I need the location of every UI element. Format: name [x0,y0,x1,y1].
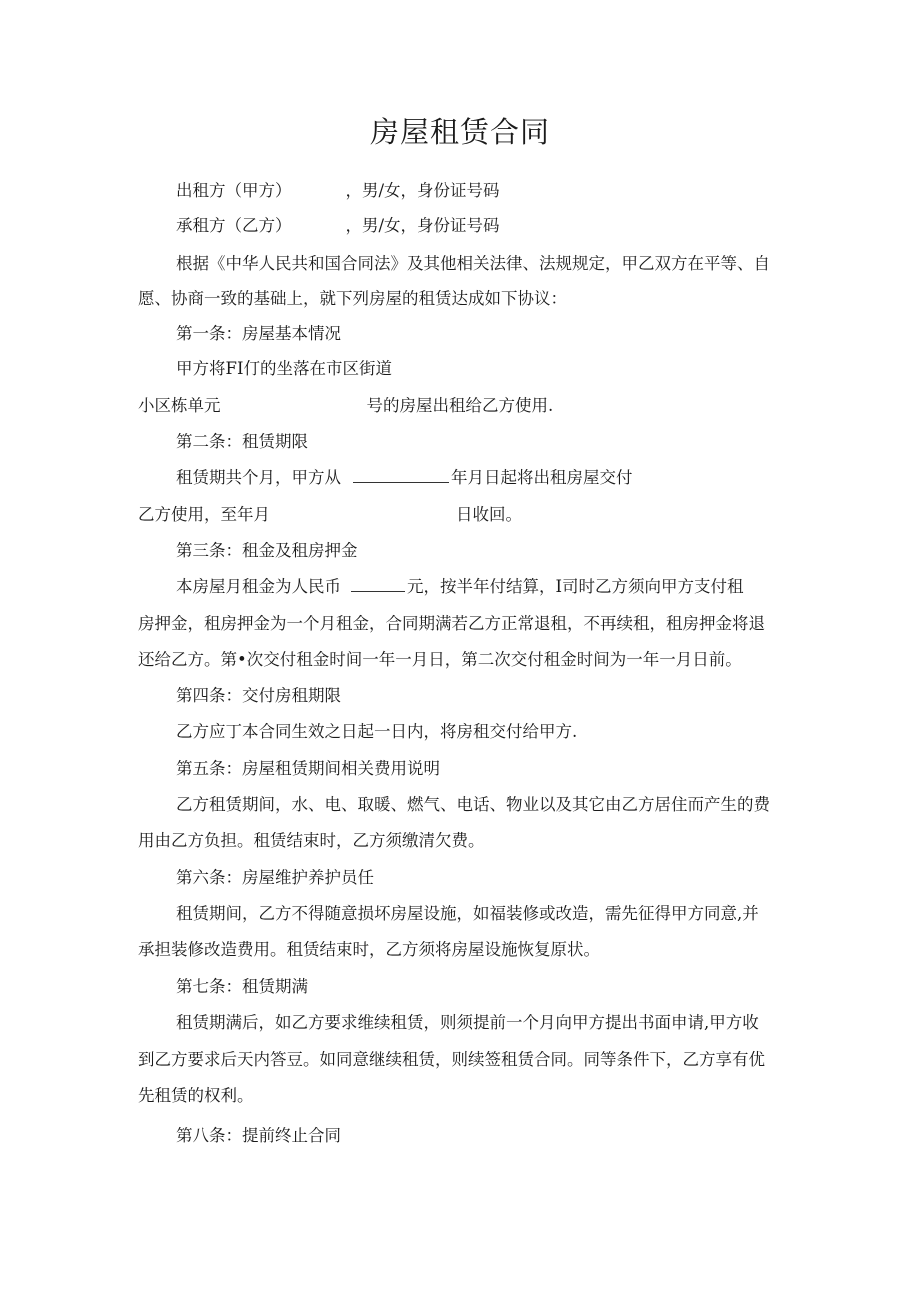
rent-amount-blank [351,575,405,592]
article-7-title: 第七条：租赁期满 [176,977,308,996]
article-2-line-1-end: 年月日起将出租房屋交付 [451,468,633,487]
article-3-line-1-start: 本房屋月租金为人民币 [176,577,341,596]
article-3-line-3: 还给乙方。第•次交付租金时间一年一月日，第二次交付租金时间为一年一月日前。 [138,650,742,669]
article-6-line-1: 租赁期间，乙方不得随意损坏房屋设施，如福装修或改造，需先征得甲方同意,并 [176,904,759,923]
article-3-line-1-end: 元，按半年付结算，I司时乙方须向甲方支付租 [407,577,744,596]
lessor-line [176,179,500,203]
lessee-details: ，男/女，身份证号码 [345,216,500,235]
article-7-line-2: 到乙方要求后天内答豆。如同意继续租赁，则续签租赁合同。同等条件下，乙方享有优 [138,1050,765,1069]
article-2-line-1-start: 租赁期共个月，甲方从 [176,468,341,487]
article-7-line-3: 先租赁的权利。 [138,1086,254,1105]
article-5-title: 第五条：房屋租赁期间相关费用说明 [176,759,440,778]
article-2-title: 第二条：租赁期限 [176,432,308,451]
lessor-label: 出租方（甲方） [176,181,292,200]
article-4-title: 第四条：交付房租期限 [176,686,341,705]
document-title: 房屋租赁合同 [369,115,550,149]
article-6-title: 第六条：房屋维护养护员任 [176,868,374,887]
article-5-line-1: 乙方租赁期间，水、电、取暖、燃气、电话、物业以及其它由乙方居住而产生的费 [176,795,770,814]
article-1-line-2 [138,394,553,418]
article-2-line-1 [176,466,633,490]
article-3-line-1 [176,575,744,599]
article-2-line-2 [138,503,522,527]
article-1-line-2-start: 小区栋单元 [138,396,221,415]
lessee-label: 承租方（乙方） [176,216,292,235]
article-8-title: 第八条：提前终止合同 [176,1126,341,1145]
lessor-details: ，男/女，身份证号码 [345,181,500,200]
article-5-line-2: 用由乙方负担。租赁结束时，乙方须缴清欠费。 [138,831,485,850]
article-1-title: 第一条：房屋基本情况 [176,324,341,343]
article-2-line-2-start: 乙方使用，至年月 [138,505,270,524]
preamble-line-1: 根据《中华人民共和国合同法》及其他相关法律、法规规定，甲乙双方在平等、自 [176,254,770,273]
article-3-title: 第三条：租金及租房押金 [176,541,358,560]
article-6-line-2: 承担装修改造费用。租赁结束时，乙方须将房屋设施恢复原状。 [138,940,600,959]
article-4-line-1: 乙方应丁本合同生效之日起一日内，将房租交付给甲方. [176,722,578,741]
article-2-line-2-end: 日收回。 [456,505,522,524]
lessee-line [176,214,500,238]
start-date-blank [353,466,449,483]
article-1-line-2-end: 号的房屋出租给乙方使用. [366,396,554,415]
article-3-line-2: 房押金，租房押金为一个月租金，合同期满若乙方正常退租，不再续租，租房押金将退 [138,614,765,633]
preamble-line-2: 愿、协商一致的基础上，就下列房屋的租赁达成如下协议： [138,289,567,308]
article-1-line-1: 甲方将FI仃的坐落在市区街道 [176,359,392,378]
article-7-line-1: 租赁期满后，如乙方要求维续租赁，则须提前一个月向甲方提出书面申请,甲方收 [176,1013,759,1032]
